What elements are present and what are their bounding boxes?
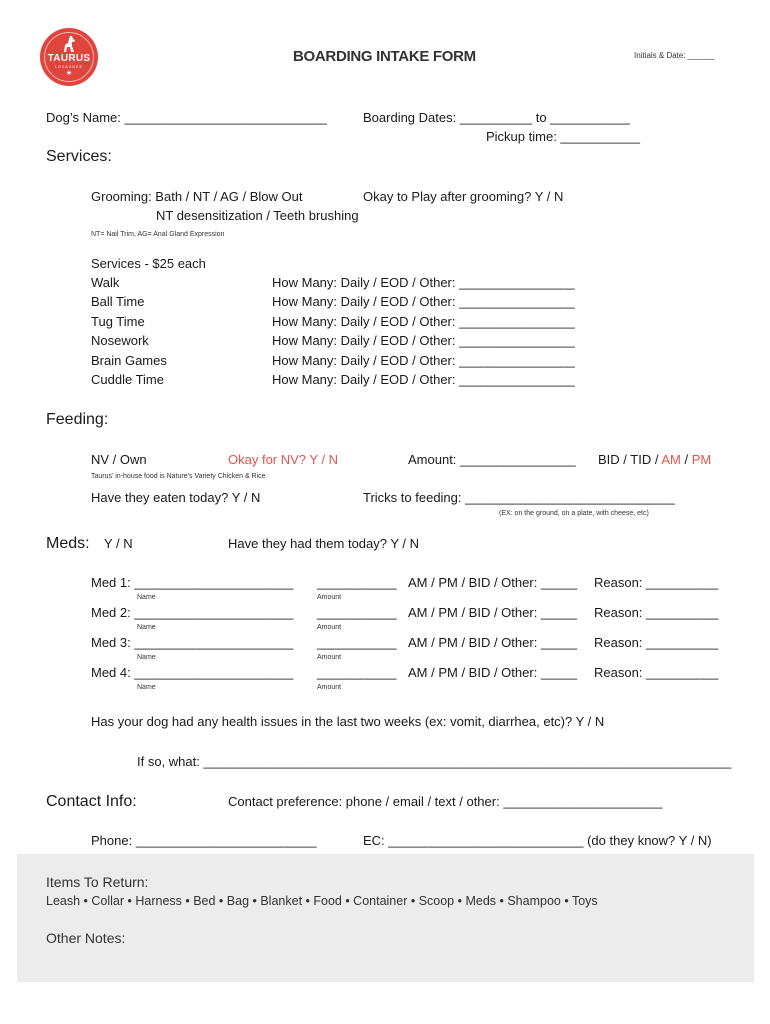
pm-option[interactable]: PM [691,452,712,467]
form-title: BOARDING INTAKE FORM [293,48,476,65]
med-amount-field[interactable]: ___________ [317,635,397,650]
health-issues-details-field[interactable]: If so, what: _________________________________________________________________________ [137,754,732,769]
med-schedule-field[interactable]: AM / PM / BID / Other: _____ [408,605,578,620]
am-option[interactable]: AM [661,452,681,467]
service-frequency-field[interactable]: How Many: Daily / EOD / Other: ________________ [272,372,575,387]
boarding-dates-field[interactable]: Boarding Dates: __________ to ___________ [363,110,630,125]
med-reason-field[interactable]: Reason: __________ [594,605,719,620]
service-name: Brain Games [91,353,167,368]
med-name-label: Name [137,654,156,661]
health-issues-question[interactable]: Has your dog had any health issues in the last two weeks (ex: vomit, diarrhea, etc)? Y / N [91,714,605,729]
nv-own-options[interactable]: NV / Own [91,452,147,467]
med-amount-label: Amount [317,654,342,661]
med-name-label: Name [137,624,156,631]
slash-separator: / [684,452,689,467]
meds-yes-no[interactable]: Y / N [104,536,133,551]
med-schedule-field[interactable]: AM / PM / BID / Other: _____ [408,575,578,590]
service-frequency-field[interactable]: How Many: Daily / EOD / Other: ________________ [272,333,575,348]
services-price-heading: Services - $25 each [91,256,206,271]
emergency-contact-field[interactable]: EC: ___________________________ (do they know? Y / N) [363,833,712,848]
feeding-heading: Feeding: [46,411,109,428]
med-amount-field[interactable]: ___________ [317,605,397,620]
med-amount-field[interactable]: ___________ [317,575,397,590]
feeding-frequency-options[interactable] [598,452,711,467]
okay-for-nv-field[interactable]: Okay for NV? Y / N [228,452,339,467]
service-frequency-field[interactable]: How Many: Daily / EOD / Other: ________________ [272,294,575,309]
initials-date-field[interactable]: Initials & Date: ______ [634,51,715,60]
amount-field[interactable]: Amount: ________________ [408,452,576,467]
bid-tid-label: BID / TID / [598,452,659,467]
med-reason-field[interactable]: Reason: __________ [594,635,719,650]
service-frequency-field[interactable]: How Many: Daily / EOD / Other: ________________ [272,353,575,368]
med-name-label: Name [137,684,156,691]
med-amount-label: Amount [317,594,342,601]
dog-silhouette-icon [61,35,77,53]
med-schedule-field[interactable]: AM / PM / BID / Other: _____ [408,665,578,680]
contact-info-heading: Contact Info: [46,793,137,810]
med-name-field[interactable]: Med 4: ______________________ [91,665,294,680]
dog-name-field[interactable]: Dog’s Name: ____________________________ [46,110,327,125]
med-reason-field[interactable]: Reason: __________ [594,665,719,680]
med-name-field[interactable]: Med 3: ______________________ [91,635,294,650]
service-frequency-field[interactable]: How Many: Daily / EOD / Other: ________________ [272,275,575,290]
med-amount-label: Amount [317,624,342,631]
service-name: Nosework [91,333,149,348]
phone-field[interactable]: Phone: _________________________ [91,833,317,848]
items-to-return-list: Leash • Collar • Harness • Bed • Bag • Blanket • Food • Container • Scoop • Meds • Shampoo • Toys [46,894,598,908]
med-name-field[interactable]: Med 1: ______________________ [91,575,294,590]
service-frequency-field[interactable]: How Many: Daily / EOD / Other: ________________ [272,314,575,329]
items-to-return-heading: Items To Return: [46,874,149,890]
staff-return-box [17,854,754,982]
other-notes-heading: Other Notes: [46,930,126,946]
med-schedule-field[interactable]: AM / PM / BID / Other: _____ [408,635,578,650]
tricks-example-note: (EX: on the ground, on a plate, with cheese, etc) [499,510,649,517]
med-amount-field[interactable]: ___________ [317,665,397,680]
service-name: Tug Time [91,314,145,329]
med-name-label: Name [137,594,156,601]
eaten-today-field[interactable]: Have they eaten today? Y / N [91,490,261,505]
med-name-field[interactable]: Med 2: ______________________ [91,605,294,620]
nt-desensitization-options[interactable]: NT desensitization / Teeth brushing [156,208,359,223]
grooming-options[interactable]: Grooming: Bath / NT / AG / Blow Out [91,189,303,204]
logo-brand: TAURUS [47,53,91,64]
med-reason-field[interactable]: Reason: __________ [594,575,719,590]
in-house-food-note: Taurus’ in-house food is Nature’s Variety Chicken & Rice [91,473,266,480]
services-heading: Services: [46,148,112,165]
had-meds-today-field[interactable]: Have they had them today? Y / N [228,536,420,551]
service-name: Ball Time [91,294,145,309]
service-name: Cuddle Time [91,372,164,387]
tricks-to-feeding-field[interactable]: Tricks to feeding: _____________________________ [363,490,675,505]
contact-preference-field[interactable]: Contact preference: phone / email / text / other: ______________________ [228,794,663,809]
logo-star-icon: ★ [65,70,73,77]
taurus-logo [40,28,98,86]
logo-tagline: LOCAUNGE [55,65,83,69]
grooming-abbrev-note: NT= Nail Trim, AG= Anal Gland Expression [91,231,225,238]
med-amount-label: Amount [317,684,342,691]
meds-heading: Meds: [46,535,90,552]
pickup-time-field[interactable]: Pickup time: ___________ [486,129,640,144]
service-name: Walk [91,275,120,290]
okay-to-play-field[interactable]: Okay to Play after grooming? Y / N [363,189,564,204]
